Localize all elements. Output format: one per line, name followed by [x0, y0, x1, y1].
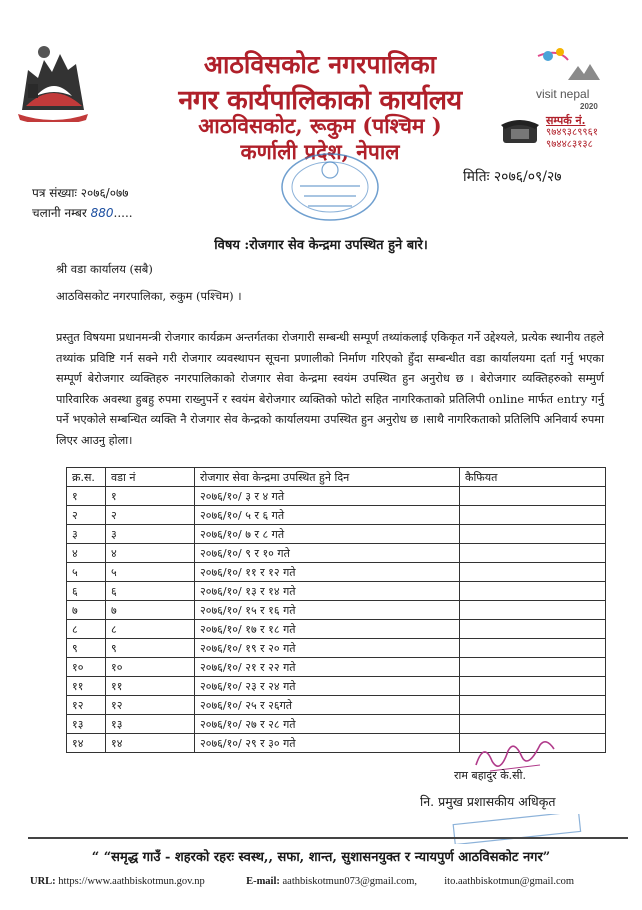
- cell-attendance-date: २०७६/१०/ २५ र २६गते: [195, 696, 460, 715]
- cell-remarks: [460, 677, 606, 696]
- table-row: [67, 563, 606, 582]
- table-header-row: [67, 468, 606, 487]
- contact-block: [546, 115, 598, 151]
- cell-ward: २: [106, 506, 195, 525]
- header-serial: क्र.स.: [67, 468, 106, 487]
- email-label: E-mail:: [246, 876, 280, 887]
- cell-serial: २: [67, 506, 106, 525]
- table-row: [67, 582, 606, 601]
- cell-remarks: [460, 715, 606, 734]
- letter-date: मितिः २०७६/०९/२७: [463, 169, 562, 185]
- addressee-line-1: श्री वडा कार्यालय (सबै): [56, 262, 153, 276]
- footer-contact: [30, 876, 636, 887]
- letter-subject: विषय :रोजगार सेव केन्द्रमा उपस्थित हुने बारे।: [214, 238, 428, 253]
- reference-number-value: २०७६/०७७: [80, 186, 129, 200]
- cell-attendance-date: २०७६/१०/ २३ र २४ गते: [195, 677, 460, 696]
- cell-serial: ७: [67, 601, 106, 620]
- cell-remarks: [460, 563, 606, 582]
- dispatch-number-label: चलानी नम्बर: [32, 206, 87, 220]
- cell-serial: ५: [67, 563, 106, 582]
- header-attendance-date: रोजगार सेवा केन्द्रमा उपस्थित हुने दिन: [195, 468, 460, 487]
- cell-ward: १०: [106, 658, 195, 677]
- office-name: नगर कार्यपालिकाको कार्यालय: [178, 85, 462, 116]
- cell-serial: ६: [67, 582, 106, 601]
- table-row: [67, 506, 606, 525]
- cell-attendance-date: २०७६/१०/ १३ र १४ गते: [195, 582, 460, 601]
- nepal-emblem-icon: [14, 40, 92, 122]
- cell-attendance-date: २०७६/१०/ ५ र ६ गते: [195, 506, 460, 525]
- cell-remarks: [460, 487, 606, 506]
- cell-serial: ९: [67, 639, 106, 658]
- cell-attendance-date: २०७६/१०/ २१ र २२ गते: [195, 658, 460, 677]
- cell-attendance-date: २०७६/१०/ ९ र १० गते: [195, 544, 460, 563]
- visit-nepal-text: visit nepal: [536, 87, 590, 101]
- cell-remarks: [460, 506, 606, 525]
- cell-ward: ८: [106, 620, 195, 639]
- table-row: [67, 525, 606, 544]
- telephone-icon: [499, 117, 541, 145]
- cell-serial: १४: [67, 734, 106, 753]
- cell-ward: ६: [106, 582, 195, 601]
- schedule-table: [66, 467, 606, 753]
- phone-number-2: ९७४४८३१३८: [546, 139, 593, 150]
- cell-ward: १२: [106, 696, 195, 715]
- cell-serial: १: [67, 487, 106, 506]
- cell-ward: ५: [106, 563, 195, 582]
- table-row: [67, 544, 606, 563]
- reference-number-label: पत्र संख्याः: [32, 186, 77, 200]
- header-ward: वडा नं: [106, 468, 195, 487]
- table-row: [67, 601, 606, 620]
- letter-body: प्रस्तुत विषयमा प्रधानमन्त्री रोजगार कार्यक्रम अन्तर्गतका रोजगारी सम्बन्धी सम्पूर्ण तथ्यांकलाई एकिकृत गर्ने उद्देश्यले, प्रत्येक स्थानीय तहले तथ्यांक प्रविष्टि गर्न सक्ने गरी रोजगार व्यवस्थापन सूचना प्रणालीको निर्माण गरिएको हुँदा सम्बन्धीत वडा कार्यालयमा दर्ता गर्नु भएका सम्पूर्ण बेरोजगार व्यक्तिहरु नगरपालिकाको रोजगार सेवा केन्द्रमा स्वयंम उपस्थित हुन अनुरोध छ । बेरोजगार व्यक्तिहरुको सम्मुर्ण पारिवारिक अवस्था हुबहु रुपमा राख्नुपर्ने र स्वयंम बेरोजगार व्यक्तिको फोटो सहित नागरिकताको प्रतिलिपी online मार्फत entry गर्नु पर्ने भएकोले सम्बन्धित व्यक्ति नै रोजगार सेव केन्द्रको कार्यालयमा उपस्थित हुन अनुरोध छ ।साथै नागरिकताको प्रतिलिपि अनिवार्य रुपमा लिएर आउनु होला।: [56, 331, 604, 447]
- municipality-motto: “ “समृद्ध गाउँ - शहरको रहरः स्वस्थ,, सफा, शान्त, सुशासनयुक्त र न्यायपुर्ण आठविसकोट नगर”: [91, 850, 551, 865]
- table-row: [67, 715, 606, 734]
- cell-serial: १०: [67, 658, 106, 677]
- municipality-name: आठविसकोट नगरपालिका: [203, 50, 437, 79]
- cell-attendance-date: २०७६/१०/ २७ र २८ गते: [195, 715, 460, 734]
- table-row: [67, 639, 606, 658]
- cell-ward: १३: [106, 715, 195, 734]
- signature-stamp-icon: [452, 814, 582, 844]
- dispatch-number: चलानी नम्बर 880.....: [32, 206, 133, 220]
- cell-remarks: [460, 658, 606, 677]
- cell-attendance-date: २०७६/१०/ ११ र १२ गते: [195, 563, 460, 582]
- cell-ward: १४: [106, 734, 195, 753]
- cell-ward: ७: [106, 601, 195, 620]
- cell-ward: ३: [106, 525, 195, 544]
- cell-remarks: [460, 601, 606, 620]
- table-row: [67, 696, 606, 715]
- table-row: [67, 677, 606, 696]
- cell-serial: ४: [67, 544, 106, 563]
- cell-serial: १३: [67, 715, 106, 734]
- office-stamp-icon: [278, 150, 382, 224]
- email-link-1[interactable]: aathbiskotmun073@gmail.com,: [282, 876, 418, 887]
- phone-number-1: ९७४९३८९९६१: [546, 127, 598, 138]
- cell-remarks: [460, 639, 606, 658]
- province-country: कर्णाली प्रदेश, नेपाल: [240, 139, 400, 164]
- cell-attendance-date: २०७६/१०/ ७ र ८ गते: [195, 525, 460, 544]
- cell-ward: ११: [106, 677, 195, 696]
- cell-attendance-date: २०७६/१०/ ३ र ४ गते: [195, 487, 460, 506]
- table-row: [67, 620, 606, 639]
- table-row: [67, 658, 606, 677]
- dispatch-number-value: 880: [90, 206, 114, 220]
- office-address: आठविसकोट, रूकुम (पश्चिम ): [198, 113, 442, 138]
- footer-divider: [28, 837, 628, 839]
- cell-serial: ११: [67, 677, 106, 696]
- cell-remarks: [460, 544, 606, 563]
- cell-remarks: [460, 525, 606, 544]
- reference-number: [32, 184, 128, 201]
- cell-ward: १: [106, 487, 195, 506]
- website-link[interactable]: https://www.aathbiskotmun.gov.np: [58, 876, 205, 887]
- url-label: URL:: [30, 876, 56, 887]
- cell-remarks: [460, 582, 606, 601]
- cell-attendance-date: २०७६/१०/ २९ र ३० गते: [195, 734, 460, 753]
- table-row: [67, 487, 606, 506]
- cell-remarks: [460, 696, 606, 715]
- visit-nepal-logo: [528, 46, 628, 114]
- cell-ward: ९: [106, 639, 195, 658]
- cell-attendance-date: २०७६/१०/ १७ र १८ गते: [195, 620, 460, 639]
- cell-serial: ८: [67, 620, 106, 639]
- cell-attendance-date: २०७६/१०/ १५ र १६ गते: [195, 601, 460, 620]
- addressee-line-2: आठविसकोट नगरपालिका, रुकुम (पश्चिम) ।: [56, 289, 242, 303]
- cell-attendance-date: २०७६/१०/ १९ र २० गते: [195, 639, 460, 658]
- visit-nepal-year: 2020: [580, 102, 598, 111]
- contact-heading: सम्पर्क नं.: [546, 114, 586, 127]
- cell-ward: ४: [106, 544, 195, 563]
- signatory-title: नि. प्रमुख प्रशासकीय अधिकृत: [420, 794, 556, 809]
- cell-serial: ३: [67, 525, 106, 544]
- cell-remarks: [460, 620, 606, 639]
- header-remarks: कैफियत: [460, 468, 606, 487]
- signatory-name: राम बहादुर के.सी.: [454, 769, 526, 782]
- email-link-2[interactable]: ito.aathbiskotmun@gmail.com: [444, 876, 575, 887]
- cell-serial: १२: [67, 696, 106, 715]
